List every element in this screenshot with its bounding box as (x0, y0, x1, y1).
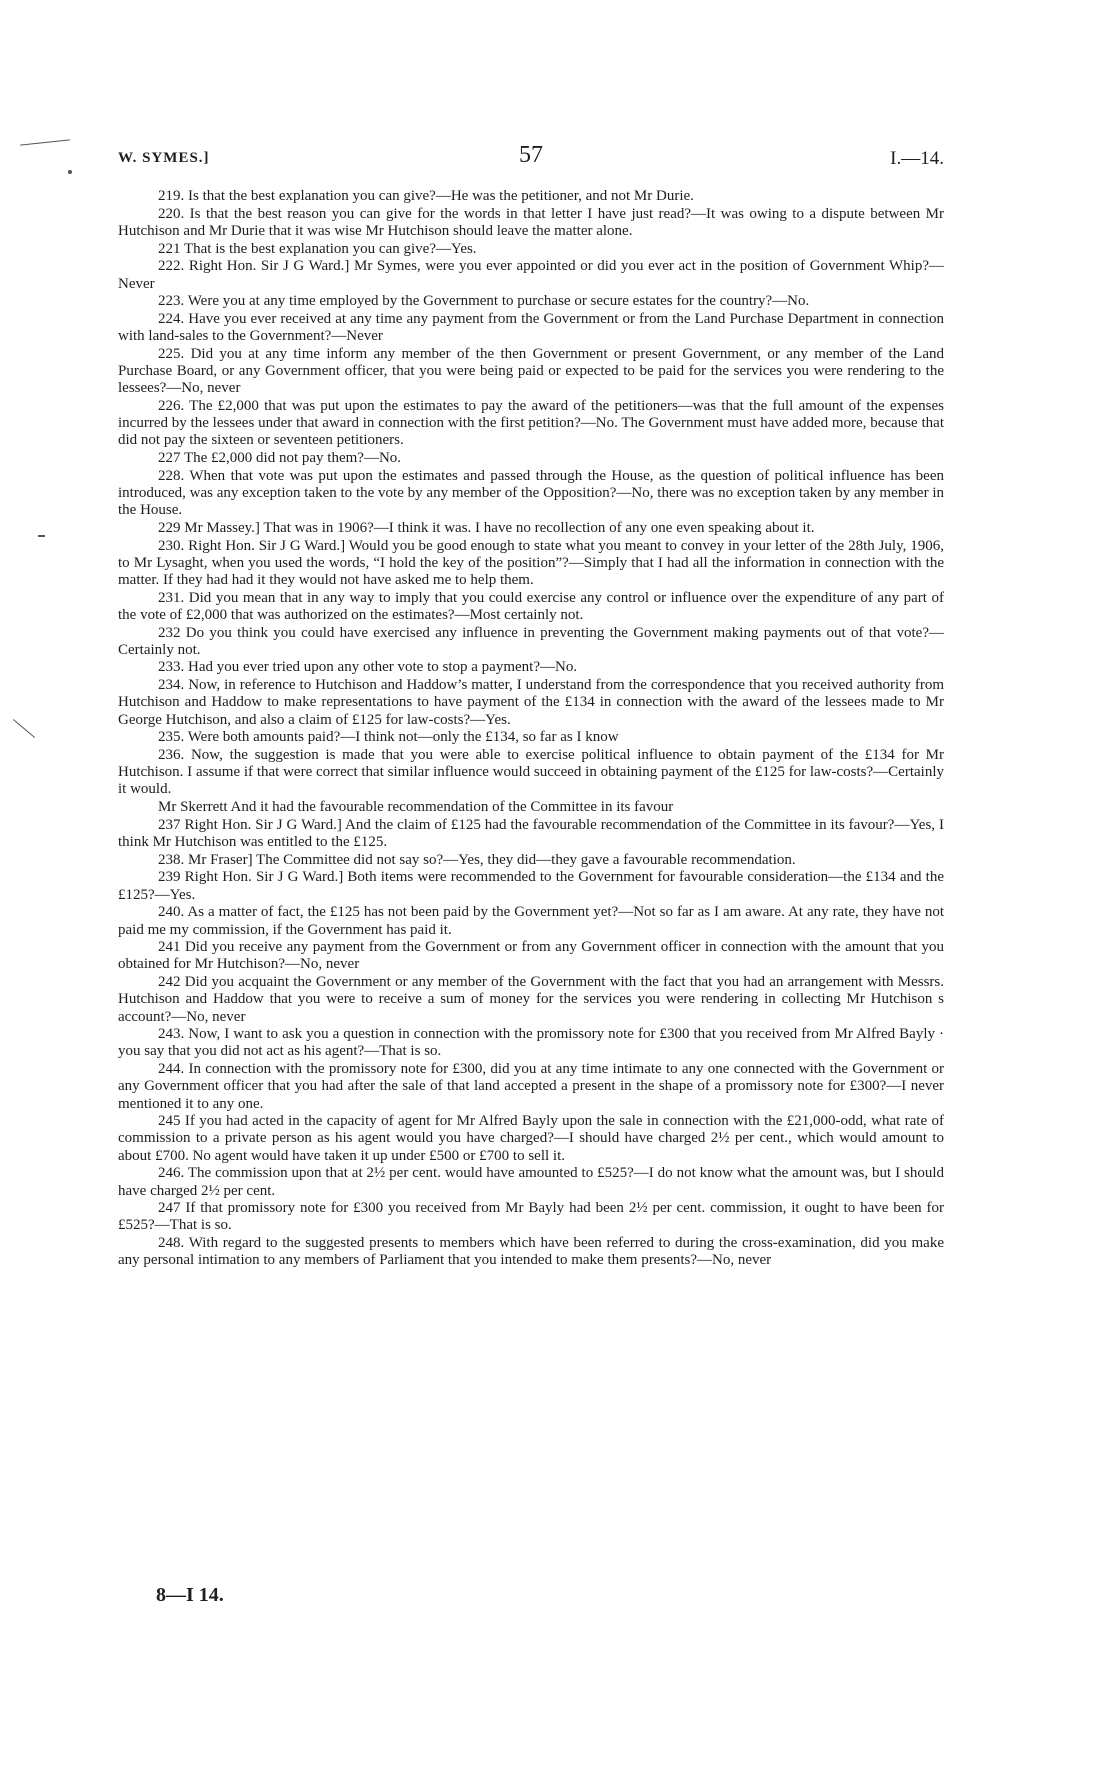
testimony-paragraph: 247 If that promissory note for £300 you received from Mr Bayly had been 2½ per cent. commission, it ought to have been for £525?—That is so. (118, 1200, 944, 1234)
testimony-paragraph: 233. Had you ever tried upon any other vote to stop a payment?—No. (158, 659, 578, 676)
testimony-paragraph: Mr Skerrett And it had the favourable recommendation of the Committee in its favour (158, 799, 674, 816)
testimony-paragraph: 225. Did you at any time inform any member of the then Government or present Government, or any member of the Land Purchase Board, or any Government officer, that you were being paid or expected to be paid for the services you were rendering to the lessees?—No, never (118, 345, 944, 397)
testimony-body (118, 188, 944, 1270)
paper-reference: I.—14. (890, 148, 944, 169)
testimony-paragraph: 237 Right Hon. Sir J G Ward.] And the claim of £125 had the favourable recommendation of the Committee in its favour?—Yes, I think Mr Hutchison was entitled to the £125. (118, 816, 944, 851)
testimony-paragraph: 229 Mr Massey.] That was in 1906?—I think it was. I have no recollection of any one even speaking about it. (158, 519, 815, 536)
testimony-paragraph: 245 If you had acted in the capacity of agent for Mr Alfred Bayly upon the sale in connection with the £21,000-odd, what rate of commission to a private person as his agent would you have charged?—I should have charged 2½ per cent., which would amount to about £700. No agent would have taken it up under £500 or £700 to sell it. (118, 1113, 944, 1164)
testimony-paragraph: 220. Is that the best reason you can give for the words in that letter I have just read?—It was owing to a dispute between Mr Hutchison and Mr Durie that it was wise Mr Hutchison should leave the matter alone. (118, 205, 944, 239)
testimony-paragraph: 234. Now, in reference to Hutchison and Haddow’s matter, I understand from the correspondence that you received authority from Hutchison and Haddow to make representations to have payment of the £134 in connection with the award of the lessees made to Mr George Hutchison, and also a claim of £125 for law-costs?—Yes. (118, 677, 944, 728)
signature-mark: 8—I 14. (156, 1584, 224, 1606)
testimony-paragraph: 240. As a matter of fact, the £125 has not been paid by the Government yet?—Not so far as I am aware. At any rate, they have not paid me my commission, if the Government has paid it. (118, 904, 944, 938)
witness-name: W. SYMES.] (118, 150, 210, 166)
testimony-paragraph: 242 Did you acquaint the Government or any member of the Government with the fact that you had an arrangement with Messrs. Hutchison and Haddow that you were to receive a sum of money for the services you were rendering in collecting Mr Hutchison s account?—No, never (118, 974, 944, 1025)
testimony-paragraph: 224. Have you ever received at any time any payment from the Government or from the Land Purchase Department in connection with land-sales to the Government?—Never (118, 310, 944, 345)
testimony-paragraph: 238. Mr Fraser] The Committee did not say so?—Yes, they did—they gave a favourable recommendation. (158, 851, 796, 868)
margin-mark (13, 719, 35, 738)
testimony-paragraph: 222. Right Hon. Sir J G Ward.] Mr Symes, were you ever appointed or did you ever act in the position of Government Whip?—Never (118, 258, 944, 292)
testimony-paragraph: 246. The commission upon that at 2½ per cent. would have amounted to £525?—I do not know what the amount was, but I should have charged 2½ per cent. (118, 1165, 944, 1199)
testimony-paragraph: 248. With regard to the suggested presents to members which have been referred to during the cross-examination, did you make any personal intimation to any members of Parliament that you intended to make them presents?—No, never (118, 1235, 944, 1269)
testimony-paragraph: 232 Do you think you could have exercised any influence in preventing the Government making payments out of that vote?—Certainly not. (118, 624, 944, 658)
margin-mark (20, 139, 70, 145)
page-number: 57 (519, 142, 543, 168)
testimony-paragraph: 236. Now, the suggestion is made that you were able to exercise political influence to obtain payment of the £134 for Mr Hutchison. I assume if that were correct that similar influence would succeed in obtaining payment of the £125 for law-costs?—Certainly it would. (118, 747, 944, 798)
testimony-paragraph: 221 That is the best explanation you can give?—Yes. (158, 240, 477, 257)
testimony-paragraph: 244. In connection with the promissory note for £300, did you at any time intimate to any one connected with the Government or any Government officer that you had after the sale of that land accepted a present in the shape of a promissory note for £300?—I never mentioned it to any one. (118, 1061, 944, 1112)
testimony-paragraph: 239 Right Hon. Sir J G Ward.] Both items were recommended to the Government for favourable consideration—the £134 and the £125?—Yes. (118, 869, 944, 903)
testimony-paragraph: 226. The £2,000 that was put upon the estimates to pay the award of the petitioners—was that the full amount of the expenses incurred by the lessees under that award in connection with the first petition?—No. The Government must have added more, because that did not pay the sixteen or seventeen petitioners. (118, 397, 944, 449)
testimony-paragraph: 230. Right Hon. Sir J G Ward.] Would you be good enough to state what you meant to convey in your letter of the 28th July, 1906, to Mr Lysaght, when you used the words, “I hold the key of the position”?—Simply that I had all the information in connection with the matter. If they had had it they would not have asked me to help them. (118, 537, 944, 588)
margin-mark (38, 535, 45, 537)
testimony-paragraph: 219. Is that the best explanation you can give?—He was the petitioner, and not Mr Durie. (158, 188, 694, 204)
testimony-paragraph: 228. When that vote was put upon the estimates and passed through the House, as the question of political influence has been introduced, was any exception taken to the vote by any member of the Opposition?—No, there was no exception taken by any member in the House. (118, 467, 944, 519)
testimony-paragraph: 243. Now, I want to ask you a question in connection with the promissory note for £300 that you received from Mr Alfred Bayly · you say that you did not act as his agent?—That is so. (118, 1026, 944, 1060)
testimony-paragraph: 223. Were you at any time employed by the Government to purchase or secure estates for the country?—No. (158, 293, 810, 310)
testimony-paragraph: 241 Did you receive any payment from the Government or from any Government officer in connection with the amount that you obtained for Mr Hutchison?—No, never (118, 939, 944, 973)
testimony-paragraph: 227 The £2,000 did not pay them?—No. (158, 450, 402, 467)
testimony-paragraph: 231. Did you mean that in any way to imply that you could exercise any control or influence over the expenditure of any part of the vote of £2,000 that was authorized on the estimates?—Most certainly not. (118, 589, 944, 623)
page-header (118, 142, 944, 178)
testimony-paragraph: 235. Were both amounts paid?—I think not—only the £134, so far as I know (158, 729, 619, 746)
margin-mark (68, 170, 72, 174)
